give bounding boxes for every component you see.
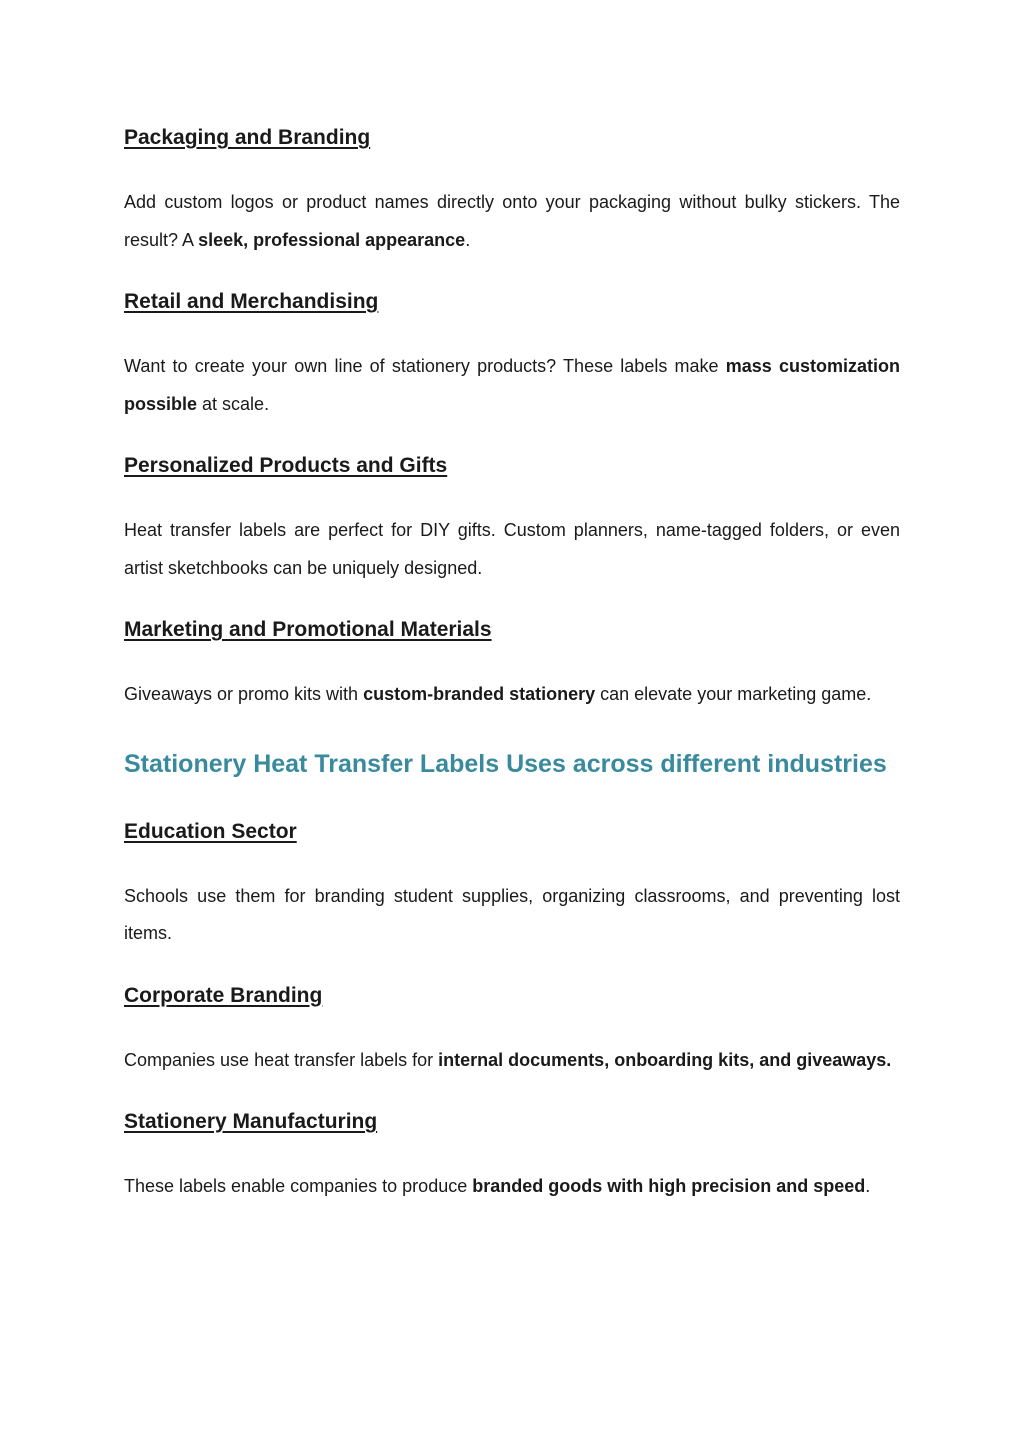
paragraph-education-sector [124,878,900,953]
text-run: Giveaways or promo kits with [124,684,364,704]
bold-text-run: custom-branded stationery [363,684,596,704]
paragraph-retail-merchandising [124,348,900,423]
text-run: Add custom logos or product names directly onto your packaging without bulky stickers. The result? A [124,192,900,250]
paragraph-packaging-branding [124,184,900,259]
bold-text-run: sleek, professional appearance [198,229,466,250]
text-run: Schools use them for branding student supplies, organizing classrooms, and preventing lost items. [124,885,900,943]
bold-text-run: branded goods with high precision and speed [472,1176,866,1196]
text-run: Want to create your own line of stationery products? These labels make [124,356,726,376]
heading-marketing-promotional: Marketing and Promotional Materials [124,618,492,641]
text-run: Companies use heat transfer labels for [124,1049,439,1070]
bold-text-run: internal documents, onboarding kits, and giveaways. [438,1049,892,1070]
text-run: . [865,1176,871,1196]
document-page [124,120,900,1231]
text-run: . [465,229,471,250]
heading-stationery-manufacturing: Stationery Manufacturing [124,1110,378,1133]
heading-education-sector: Education Sector [124,819,297,843]
heading-retail-merchandising: Retail and Merchandising [124,290,379,313]
bold-text-run: mass customization possible [124,356,901,414]
heading-personalized-products: Personalized Products and Gifts [124,454,448,477]
paragraph-stationery-manufacturing [124,1168,900,1206]
heading-corporate-branding: Corporate Branding [124,983,323,1007]
paragraph-marketing-promotional [124,676,900,714]
paragraph-corporate-branding [124,1042,900,1080]
text-run: at scale. [197,393,270,414]
text-run: Heat transfer labels are perfect for DIY gifts. Custom planners, name-tagged folders, or even artist sketchbooks can be uniquely designed. [124,520,900,578]
heading-packaging-branding: Packaging and Branding [124,126,371,149]
paragraph-personalized-products [124,512,900,587]
text-run: can elevate your marketing game. [595,684,872,704]
section-title-industries: Stationery Heat Transfer Labels Uses across different industries [124,749,887,778]
text-run: These labels enable companies to produce [124,1176,473,1196]
